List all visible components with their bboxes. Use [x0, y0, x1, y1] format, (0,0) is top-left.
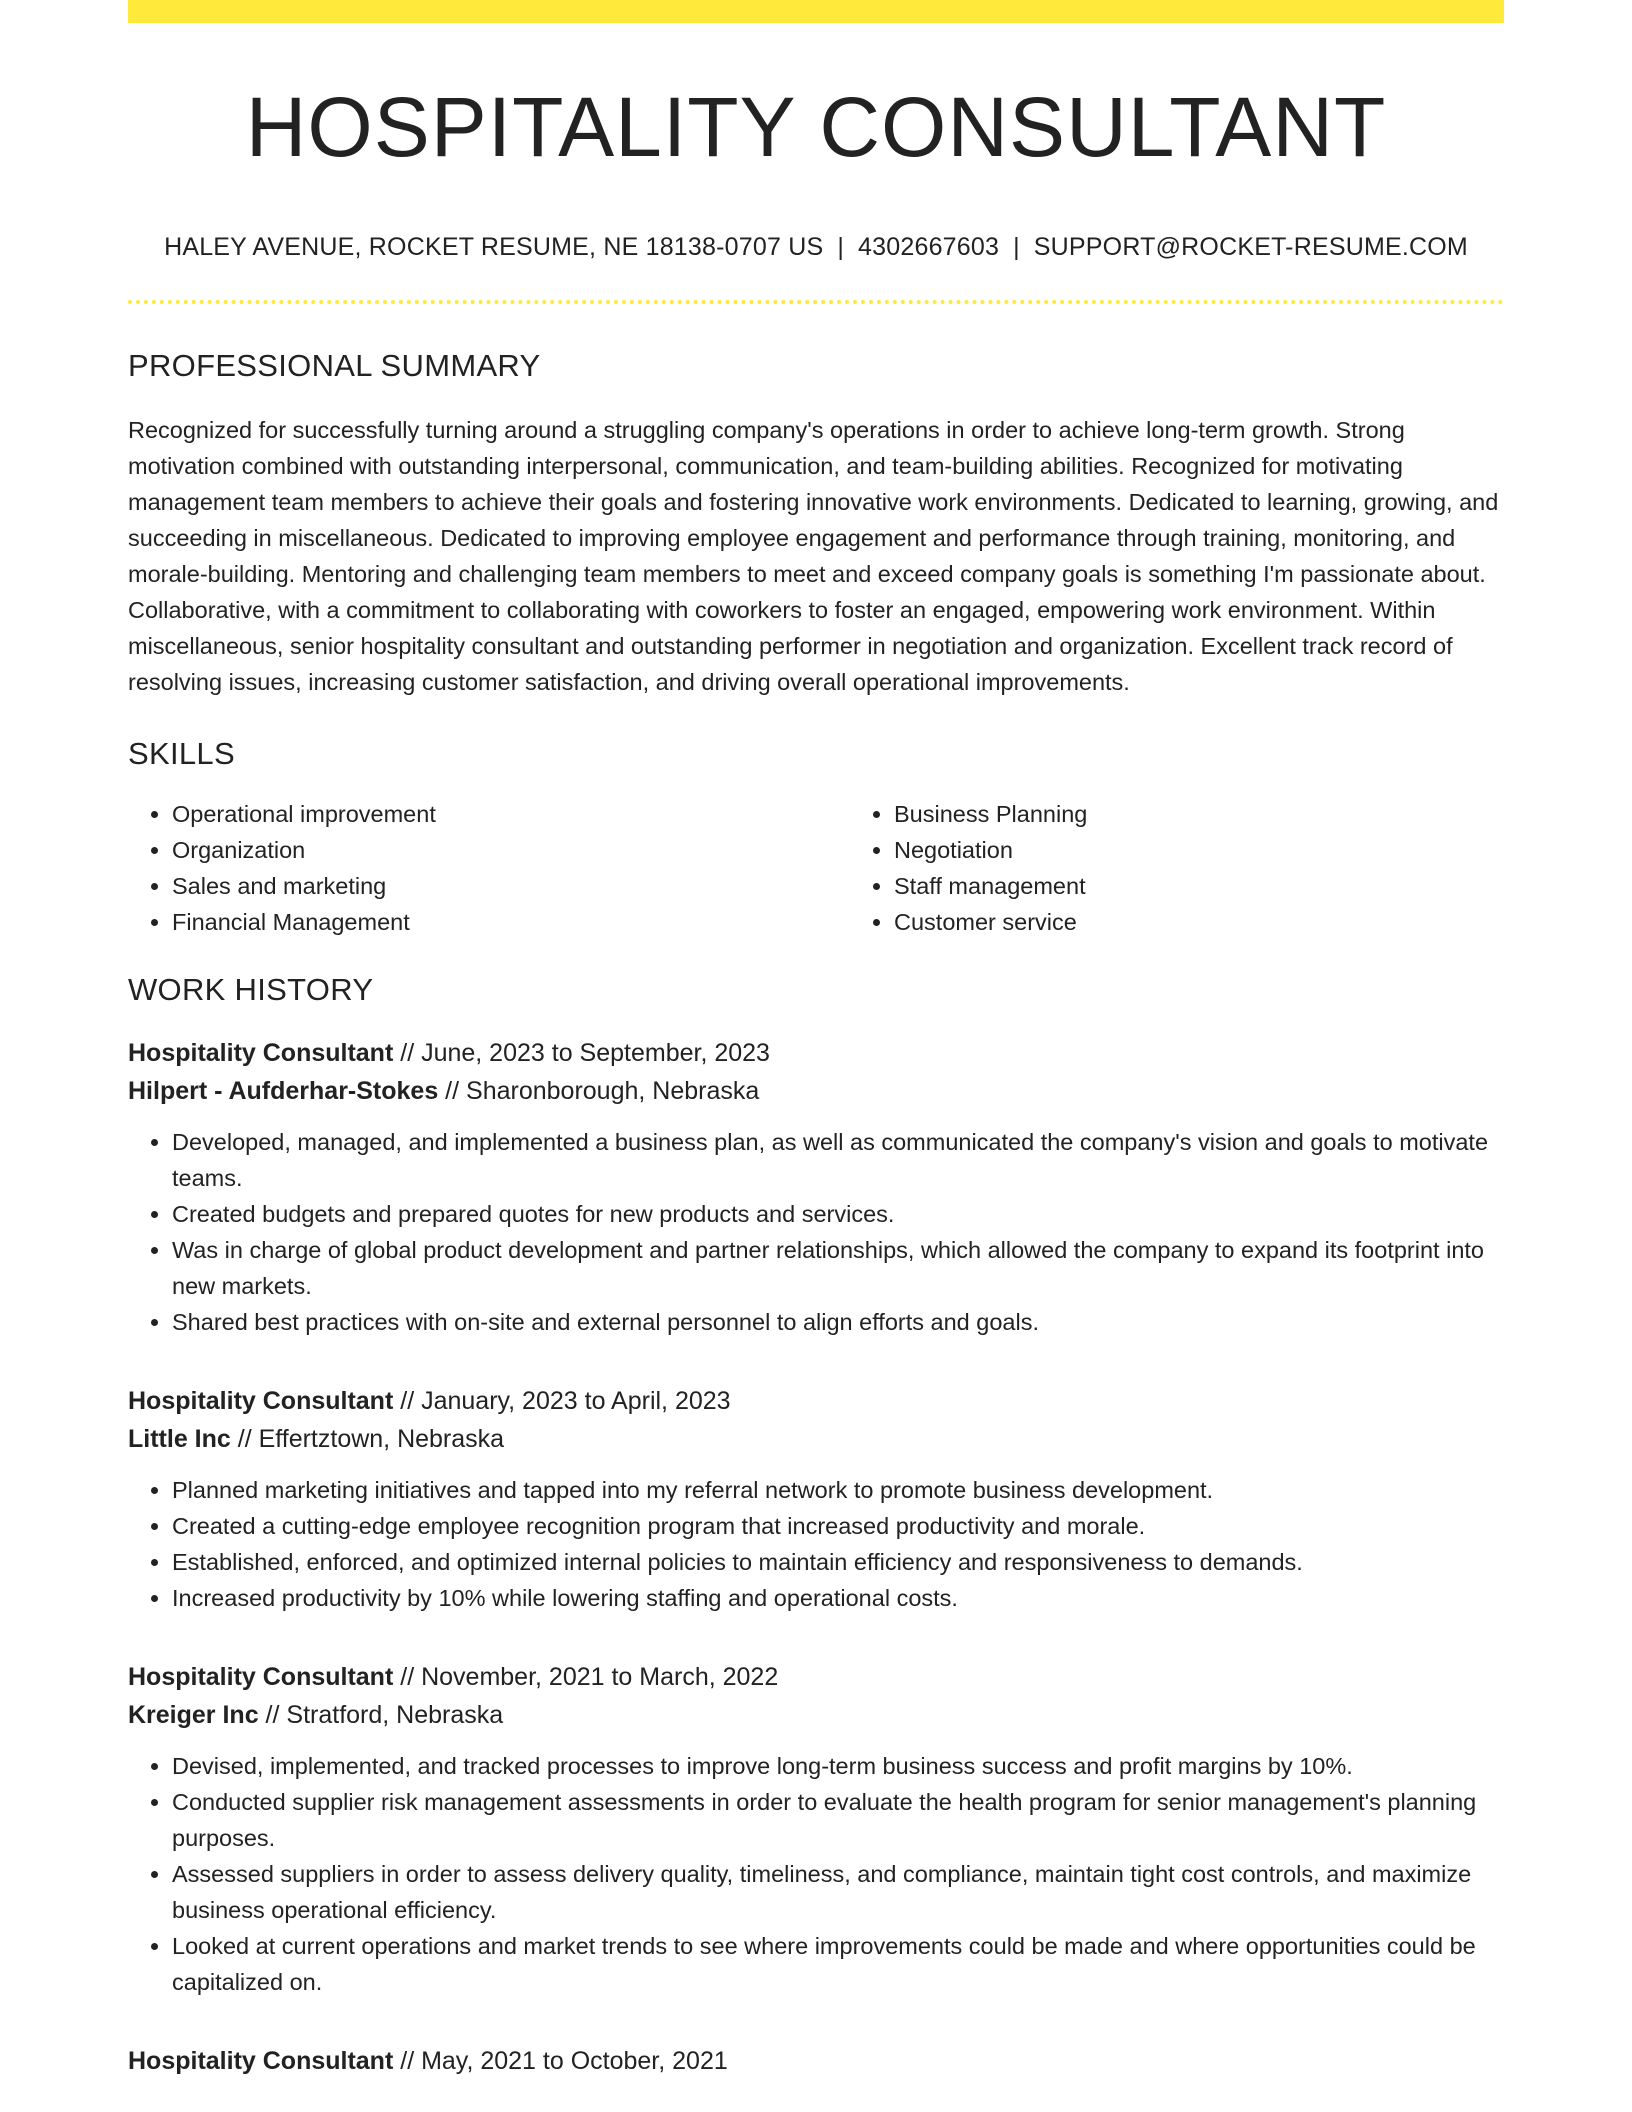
job-bullet: • Assessed suppliers in order to assess delivery quality, timeliness, and compliance, maintain tight cost controls, and maximize business operational efficiency. — [172, 1856, 1504, 1928]
job-title: Hospitality Consultant — [128, 1663, 394, 1692]
job-entry — [128, 1034, 1504, 1340]
contact-address: HALEY AVENUE, ROCKET RESUME, NE 18138-0707 US — [164, 233, 824, 262]
resume-content — [128, 23, 1504, 2080]
job-title: Hospitality Consultant — [128, 2047, 394, 2076]
job-company: Hilpert - Aufderhar-Stokes — [128, 1077, 439, 1106]
job-dates: // January, 2023 to April, 2023 — [393, 1387, 731, 1416]
job-entry — [128, 2042, 1504, 2080]
job-entry — [128, 1382, 1504, 1616]
job-location: // Sharonborough, Nebraska — [438, 1077, 760, 1106]
job-bullet: • Looked at current operations and market trends to see where improvements could be made and where opportunities could be capitalized on. — [172, 1928, 1504, 2000]
job-bullet: • Developed, managed, and implemented a business plan, as well as communicated the company's vision and goals to motivate teams. — [172, 1124, 1504, 1196]
job-bullet: • Created budgets and prepared quotes for new products and services. — [172, 1196, 1504, 1232]
skill-item: • Negotiation — [894, 832, 1572, 868]
skill-item: • Sales and marketing — [172, 868, 850, 904]
job-dates: // May, 2021 to October, 2021 — [393, 2047, 728, 2076]
summary-heading: PROFESSIONAL SUMMARY — [128, 348, 541, 384]
job-dates: // June, 2023 to September, 2023 — [393, 1039, 770, 1068]
job-company-line — [128, 1072, 1504, 1110]
job-title-line — [128, 2042, 1504, 2080]
skill-item: • Staff management — [894, 868, 1572, 904]
job-dates: // November, 2021 to March, 2022 — [393, 1663, 779, 1692]
job-bullet: • Established, enforced, and optimized internal policies to maintain efficiency and responsiveness to demands. — [172, 1544, 1504, 1580]
accent-top-bar — [128, 0, 1504, 23]
job-bullet: • Shared best practices with on-site and external personnel to align efforts and goals. — [172, 1304, 1504, 1340]
resume-title: HOSPITALITY CONSULTANT — [245, 80, 1387, 174]
skill-item: • Operational improvement — [172, 796, 850, 832]
contact-separator: | — [1013, 233, 1020, 262]
job-bullet: • Created a cutting-edge employee recognition program that increased productivity and morale. — [172, 1508, 1504, 1544]
skills-list — [128, 796, 1504, 940]
dotted-divider — [128, 300, 1504, 304]
contact-separator: | — [837, 233, 845, 262]
job-bullet: • Conducted supplier risk management assessments in order to evaluate the health program for senior management's planning purposes. — [172, 1784, 1504, 1856]
skills-column-right — [850, 796, 1572, 940]
skills-column-left — [128, 796, 850, 940]
job-title-line — [128, 1658, 1504, 1696]
job-bullet: • Increased productivity by 10% while lowering staffing and operational costs. — [172, 1580, 1504, 1616]
skill-item: • Business Planning — [894, 796, 1572, 832]
job-bullet: • Devised, implemented, and tracked processes to improve long-term business success and profit margins by 10%. — [172, 1748, 1504, 1784]
job-location: // Effertztown, Nebraska — [230, 1425, 505, 1454]
job-bullets — [128, 1472, 1504, 1616]
job-title-line — [128, 1382, 1504, 1420]
job-title: Hospitality Consultant — [128, 1039, 394, 1068]
job-bullet: • Was in charge of global product development and partner relationships, which allowed the company to expand its footprint into new markets. — [172, 1232, 1504, 1304]
job-bullets — [128, 1748, 1504, 2000]
job-company-line — [128, 1696, 1504, 1734]
job-company-line — [128, 1420, 1504, 1458]
job-entry — [128, 1658, 1504, 2000]
skills-heading: SKILLS — [128, 736, 235, 772]
job-location: // Stratford, Nebraska — [258, 1701, 504, 1730]
job-bullets — [128, 1124, 1504, 1340]
skill-item: • Financial Management — [172, 904, 850, 940]
job-bullet: • Planned marketing initiatives and tapped into my referral network to promote business development. — [172, 1472, 1504, 1508]
job-company: Little Inc — [128, 1425, 231, 1454]
summary-text: Recognized for successfully turning around a struggling company's operations in order to achieve long-term growth. Strong motivation combined with outstanding interpersonal, communication, and team-building abilities. Recognized for motivating management team members to achieve their goals and fostering innovative work environments. Dedicated to learning, growing, and succeeding in miscellaneous. Dedicated to improving employee engagement and performance through training, monitoring, and morale-building. Mentoring and challenging team members to meet and exceed company goals is something I'm passionate about. Collaborative, with a commitment to collaborating with coworkers to foster an engaged, empowering work environment. Within miscellaneous, senior hospitality consultant and outstanding performer in negotiation and organization. Excellent track record of resolving issues, increasing customer satisfaction, and driving overall operational improvements. — [128, 417, 1499, 696]
skill-item: • Customer service — [894, 904, 1572, 940]
contact-email: SUPPORT@ROCKET-RESUME.COM — [1033, 233, 1468, 262]
job-title: Hospitality Consultant — [128, 1387, 394, 1416]
skill-item: • Organization — [172, 832, 850, 868]
job-company: Kreiger Inc — [128, 1701, 259, 1730]
contact-phone: 4302667603 — [858, 233, 1000, 262]
contact-line — [128, 233, 1504, 262]
work-history-heading: WORK HISTORY — [128, 972, 374, 1008]
job-title-line — [128, 1034, 1504, 1072]
